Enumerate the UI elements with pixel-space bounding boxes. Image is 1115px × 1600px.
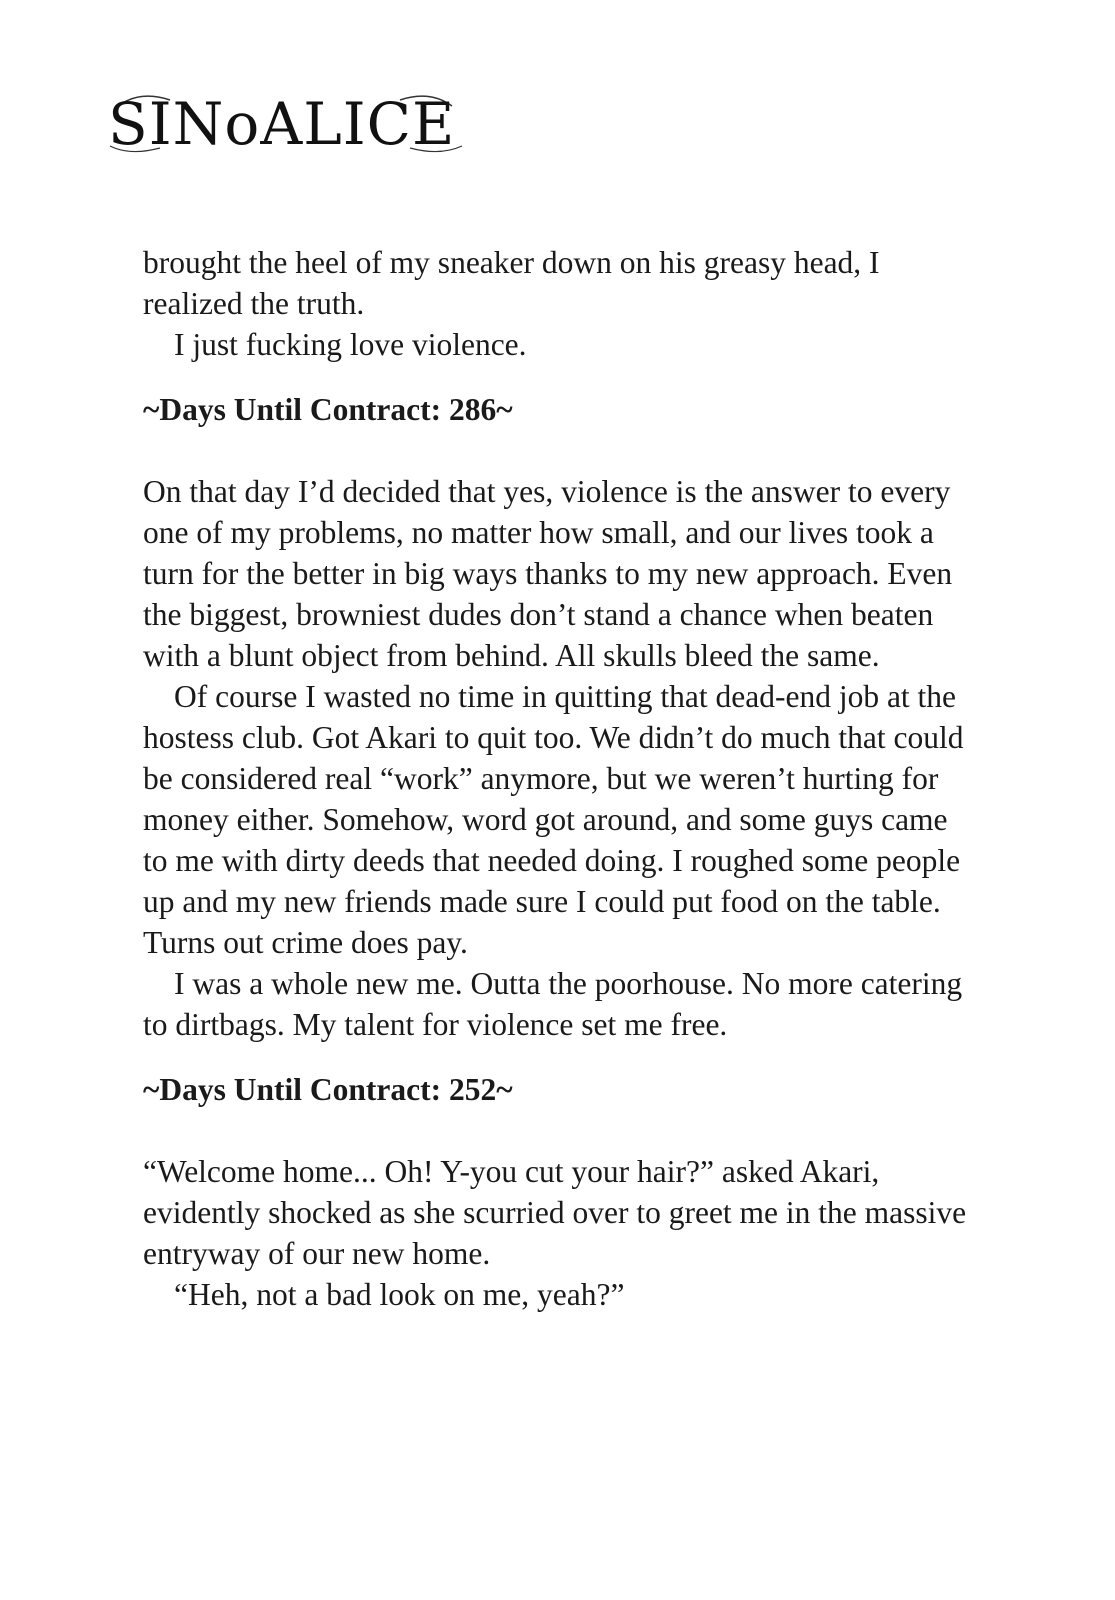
paragraph: Of course I wasted no time in quitting that dead-end job at the hostess club. Got Akari to quit too. We didn’t do much that could be considered real “work” anymore, but we weren’t hurting for money either. Somehow, word got around, and some guys came to me with dirty deeds that needed doing. I roughed some people up and my new friends made sure I could put food on the table. Turns out crime does pay. [143, 679, 964, 960]
paragraph: I was a whole new me. Outta the poorhouse. No more catering to dirtbags. My talent for violence set me free. [143, 966, 963, 1042]
paragraph: On that day I’d decided that yes, violence is the answer to every one of my problems, no matter how small, and our lives took a turn for the better in big ways thanks to my new approach. Even the biggest, browniest dudes don’t stand a chance when beaten with a blunt object from behind. All skulls bleed the same. [143, 474, 953, 673]
section-heading: ~Days Until Contract: 286~ [143, 392, 513, 427]
sinoalice-logo [100, 86, 470, 158]
paragraph: “Heh, not a bad look on me, yeah?” [174, 1277, 625, 1312]
section-heading: ~Days Until Contract: 252~ [143, 1072, 513, 1107]
paragraph: “Welcome home... Oh! Y-you cut your hair?” asked Akari, evidently shocked as she scurried over to greet me in the massive entryway of our new home. [143, 1154, 967, 1271]
logo-text: SINoALICE [108, 90, 456, 158]
page-text [143, 242, 973, 1315]
paragraph: I just fucking love violence. [174, 327, 527, 362]
paragraph: brought the heel of my sneaker down on his greasy head, I realized the truth. [143, 245, 880, 321]
